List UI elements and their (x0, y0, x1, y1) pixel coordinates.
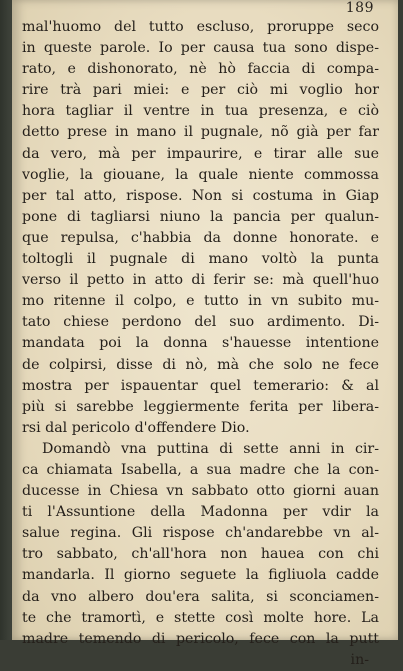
text-line: rire trà pari miei: e per ciò mi voglio hor (22, 82, 379, 99)
text-line: hora tagliar il ventre in tua presenza, e ciò (22, 103, 379, 120)
text-line: madre temendo di pericolo, fece con la putt (22, 630, 379, 647)
catchword: in- (350, 651, 369, 668)
page-number: 189 (345, 0, 374, 16)
text-line: mostra per ispauentar quel temerario: & al (22, 377, 379, 394)
text-line: voglie, la giouane, la quale niente commossa (22, 166, 379, 183)
text-line: da vero, mà per impaurire, e tirar alle sue (22, 145, 379, 162)
text-line: da vno albero dou'era salita, si sconciamen- (22, 588, 379, 605)
text-line: tro sabbato, ch'all'hora non hauea con chi (22, 546, 379, 563)
text-line: ti l'Assuntione della Madonna per vdir la (22, 504, 379, 521)
text-line: ca chiamata Isabella, a sua madre che la con- (22, 461, 379, 478)
text-line: Domandò vna puttina di sette anni in cir- (42, 440, 379, 457)
text-line: te che tramortì, e stette così molte hore. La (22, 609, 379, 626)
text-line: salue regina. Gli rispose ch'andarebbe vn al- (22, 525, 379, 542)
text-line: mo ritenne il colpo, e tutto in vn subito mu- (22, 293, 379, 310)
text-line: per tal atto, rispose. Non si costuma in Giap (22, 187, 379, 204)
text-line: rsi dal pericolo d'offendere Dio. (22, 419, 250, 436)
text-line: mandata poi la donna s'hauesse intentione (22, 335, 379, 352)
text-line: mal'huomo del tutto escluso, proruppe seco (22, 19, 379, 35)
text-line: detto prese in mano il pugnale, nõ già per far (22, 124, 379, 141)
text-line: que repulsa, c'habbia da donne honorate. e (22, 229, 379, 246)
text-line: rato, e dishonorato, nè hò faccia di compa- (22, 61, 379, 78)
text-line: in queste parole. Io per causa tua sono dispe- (22, 40, 379, 57)
text-line: verso il petto in atto di ferir se: mà quell'huo (22, 272, 379, 289)
body-text (22, 17, 379, 671)
text-line: ducesse in Chiesa vn sabbato otto giorni auan (22, 483, 379, 500)
text-line: pone di tagliarsi niuno la pancia per qualun- (22, 208, 379, 225)
text-line: mandarla. Il giorno seguete la figliuola cadde (22, 567, 379, 584)
text-line: toltogli il pugnale di mano voltò la punta (22, 251, 379, 268)
text-line: tato chiese perdono del suo ardimento. Di- (22, 314, 379, 331)
text-line: più si sarebbe leggiermente ferita per libera- (22, 398, 379, 415)
book-page (12, 0, 398, 668)
text-line: de colpirsi, disse di nò, mà che solo ne fece (22, 356, 379, 373)
